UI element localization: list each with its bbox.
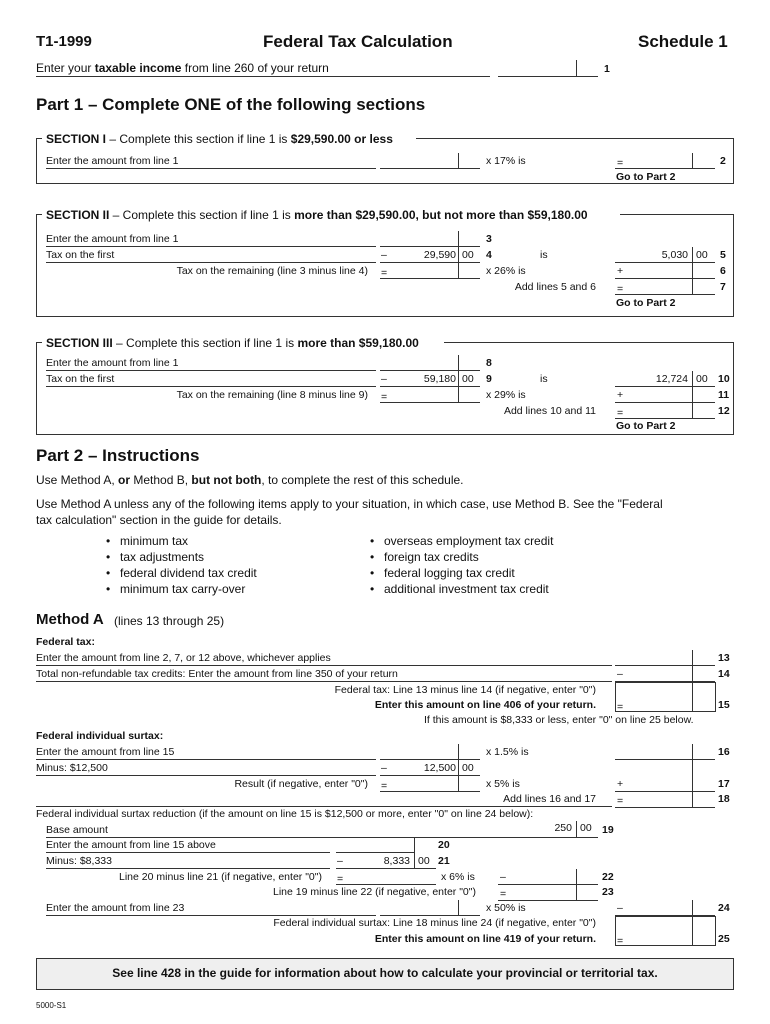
line12-input[interactable] (615, 403, 715, 419)
bullet-item: • additional investment tax credit (370, 583, 549, 595)
section2-remaining-input[interactable] (380, 263, 480, 279)
line1-label: Enter your taxable income from line 260 of your return (36, 61, 329, 75)
line25-input[interactable] (615, 916, 716, 946)
section3-base-tax: 12,724 (655, 373, 688, 385)
part1-title: Part 1 – Complete ONE of the following sections (36, 95, 426, 114)
line16-input[interactable] (615, 744, 715, 760)
bullet-item: • foreign tax credits (370, 551, 479, 563)
line7-input[interactable] (615, 279, 715, 295)
bullet-item: • minimum tax (106, 535, 188, 547)
line17-input[interactable] (615, 776, 715, 792)
part2-para2-line2: tax calculation" section in the guide for details. (36, 513, 282, 527)
line-number-2: 2 (720, 155, 726, 167)
surtax-heading: Federal individual surtax: (36, 730, 164, 742)
line20-input[interactable] (336, 837, 414, 853)
section3-amount-input[interactable] (380, 355, 480, 371)
section1-rate: x 17% is (486, 155, 526, 167)
line16-base-input[interactable] (380, 744, 480, 760)
section2-heading: SECTION II – Complete this section if line 1 is more than $29,590.00, but not more than $59,180.00 (46, 208, 588, 222)
bullet-item: • federal logging tax credit (370, 567, 515, 579)
method-a-subtitle: (lines 13 through 25) (114, 614, 225, 628)
line22-base-input[interactable] (336, 869, 436, 885)
bullet-item: • overseas employment tax credit (370, 535, 553, 547)
line15-input[interactable] (615, 682, 716, 712)
method-a-title: Method A (36, 611, 104, 628)
part2-para2-line1: Use Method A unless any of the following items apply to your situation, in which case, use Method B. See the "Federal (36, 497, 663, 511)
reduction-label: Federal individual surtax reduction (if the amount on line 15 is $12,500 or more, enter "0" on line 24 below): (36, 808, 534, 820)
form-code: 5000-S1 (36, 1001, 67, 1010)
section3-heading: SECTION III – Complete this section if line 1 is more than $59,180.00 (46, 336, 419, 350)
schedule-label: Schedule 1 (638, 32, 728, 51)
bullet-item: • tax adjustments (106, 551, 204, 563)
line11-input[interactable] (615, 387, 715, 403)
line14-input[interactable] (615, 666, 715, 682)
bullet-item: • minimum tax carry-over (106, 583, 245, 595)
section2-threshold: 29,590 (423, 249, 456, 261)
line2-input[interactable] (615, 153, 715, 169)
section3-threshold: 59,180 (423, 373, 456, 385)
bullet-item: • federal dividend tax credit (106, 567, 257, 579)
page-title: Federal Tax Calculation (263, 32, 453, 51)
line22-input[interactable] (498, 869, 598, 885)
section1-heading: SECTION I – Complete this section if line 1 is $29,590.00 or less (46, 132, 393, 146)
line23-input[interactable] (498, 885, 598, 901)
section1-row1-label: Enter the amount from line 1 (46, 155, 179, 167)
section2-amount-input[interactable] (380, 231, 480, 247)
part2-para1: Use Method A, or Method B, but not both, to complete the rest of this schedule. (36, 473, 464, 487)
provincial-tax-note: See line 428 in the guide for information about how to calculate your provincial or territorial tax. (112, 966, 658, 980)
section3-remaining-input[interactable] (380, 387, 480, 403)
section1-goto: Go to Part 2 (616, 171, 676, 183)
line6-input[interactable] (615, 263, 715, 279)
section2-base-tax: 5,030 (661, 249, 688, 261)
part2-title: Part 2 – Instructions (36, 446, 200, 465)
result-input[interactable] (380, 776, 480, 792)
line13-input[interactable] (615, 650, 715, 666)
line1-input[interactable] (498, 60, 598, 77)
base-amount: 250 (554, 822, 572, 834)
cents-divider (576, 60, 577, 76)
federal-tax-heading: Federal tax: (36, 636, 95, 648)
form-id: T1-1999 (36, 33, 92, 50)
section1-amount-input[interactable] (380, 153, 480, 169)
line24-base-input[interactable] (380, 900, 480, 916)
line1-leader (36, 76, 490, 77)
line18-input[interactable] (615, 792, 715, 808)
line15-note: If this amount is $8,333 or less, enter "0" on line 25 below. (424, 714, 694, 726)
line-number-1: 1 (604, 63, 610, 75)
line24-input[interactable] (615, 900, 715, 916)
